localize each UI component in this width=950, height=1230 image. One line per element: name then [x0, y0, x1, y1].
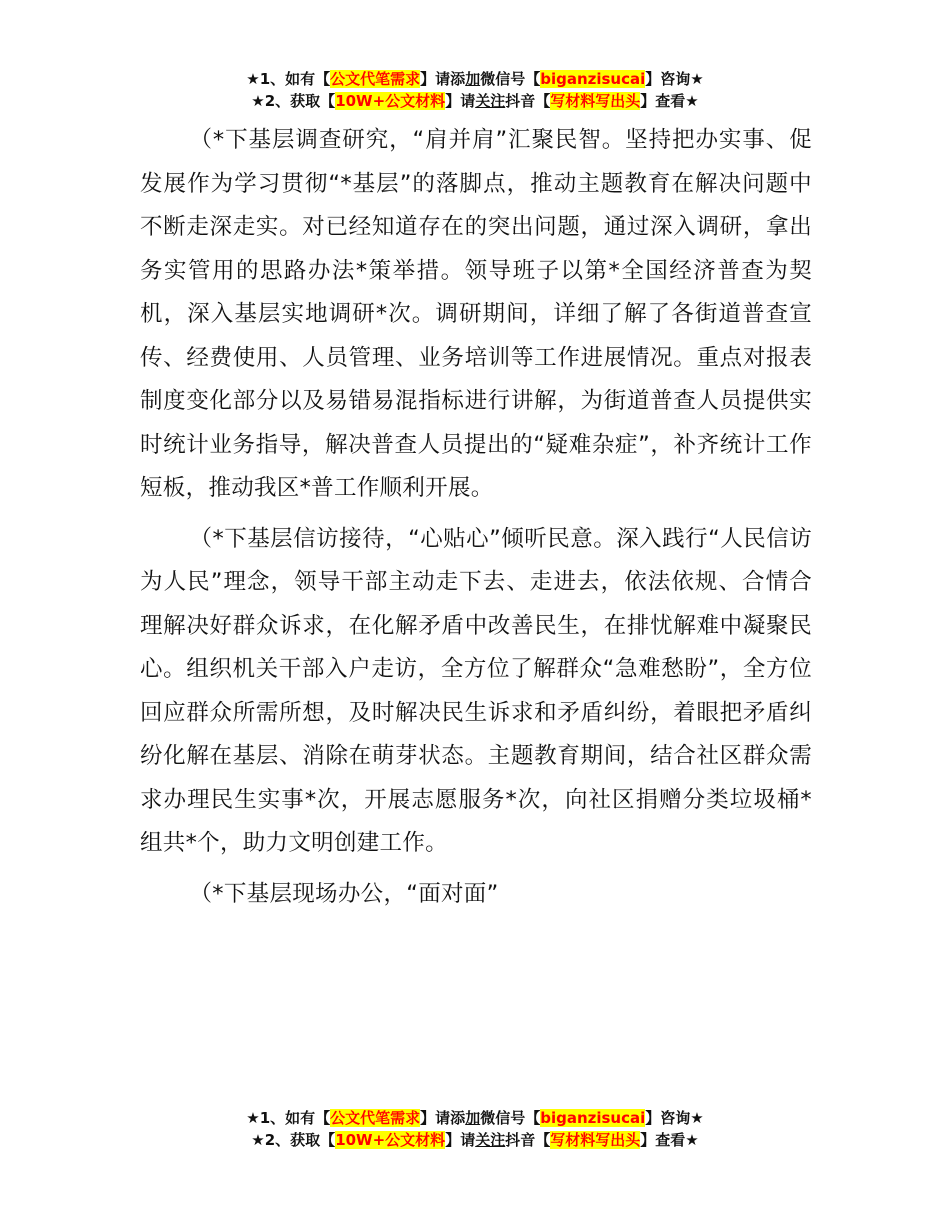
- highlight-ghostwriting: 公文代笔需求: [330, 70, 421, 88]
- banner-text: 关注: [475, 1131, 506, 1149]
- paragraph-onsite-office: （*下基层现场办公，“面对面”: [189, 880, 499, 907]
- banner-text: 】咨询★: [645, 1109, 704, 1127]
- banner-line-2: [0, 90, 950, 112]
- highlight-douyin: 写材料写出头: [550, 92, 641, 110]
- banner-text: 】查看★: [640, 92, 699, 110]
- banner-text: 】咨询★: [645, 70, 704, 88]
- paragraph-petition: （*下基层信访接待，“心贴心”倾听民意。深入践行“人民信访为人民”理念，领导干部主动走下去、走进去，依法依规、合情合理解决好群众诉求，在化解矛盾中改善民生，在排忧解难中凝聚民心。组织机关干部入户走访，全方位了解群众“急难愁盼”，全方位回应群众所需所想，及时解决民生诉求和矛盾纠纷，着眼把矛盾纠纷化解在基层、消除在萌芽状态。主题教育期间，结合社区群众需求办理民生实事*次，开展志愿服务*次，向社区捐赠分类垃圾桶*组共*个，助力文明创建工作。: [140, 525, 812, 856]
- banner-text: ★1、如有【: [246, 1109, 331, 1127]
- banner-text: 关注: [475, 92, 506, 110]
- banner-text: 】请: [445, 1131, 476, 1149]
- highlight-materials: 10W+公文材料: [335, 1131, 446, 1149]
- banner-text: ★1、如有【: [246, 70, 331, 88]
- banner-text: ★2、获取【: [251, 1131, 336, 1149]
- paragraph-research: （*下基层调查研究，“肩并肩”汇聚民智。坚持把办实事、促发展作为学习贯彻“*基层”的落脚点，推动主题教育在解决问题中不断走深走实。对已经知道存在的突出问题，通过深入调研，拿出务实管用的思路办法*策举措。领导班子以第*全国经济普查为契机，深入基层实地调研*次。调研期间，详细了解了各街道普查宣传、经费使用、人员管理、业务培训等工作进展情况。重点对报表制度变化部分以及易错易混指标进行讲解，为街道普查人员提供实时统计业务指导，解决普查人员提出的“疑难杂症”，补齐统计工作短板，推动我区*普工作顺利开展。: [140, 127, 812, 501]
- banner-text: ★2、获取【: [251, 92, 336, 110]
- banner-text: 抖音【: [505, 1131, 551, 1149]
- banner-text: 】查看★: [640, 1131, 699, 1149]
- banner-text: 微信号【: [480, 1109, 541, 1127]
- highlight-douyin: 写材料写出头: [550, 1131, 641, 1149]
- highlight-materials: 10W+公文材料: [335, 92, 446, 110]
- banner-line-1: [0, 1107, 950, 1129]
- banner-line-2: [0, 1129, 950, 1151]
- banner-text: 】请添: [420, 70, 466, 88]
- banner-text: 】请: [445, 92, 476, 110]
- banner-text: 】请添: [420, 1109, 466, 1127]
- banner-text: 微信号【: [480, 70, 541, 88]
- highlight-wechat-id: biganzisucai: [540, 1109, 646, 1127]
- header-banner: [0, 68, 950, 112]
- highlight-ghostwriting: 公文代笔需求: [330, 1109, 421, 1127]
- banner-text: 加: [465, 1109, 481, 1127]
- document-body: [140, 119, 812, 916]
- banner-text: 抖音【: [505, 92, 551, 110]
- highlight-wechat-id: biganzisucai: [540, 70, 646, 88]
- footer-banner: [0, 1107, 950, 1151]
- banner-line-1: [0, 68, 950, 90]
- banner-text: 加: [465, 70, 481, 88]
